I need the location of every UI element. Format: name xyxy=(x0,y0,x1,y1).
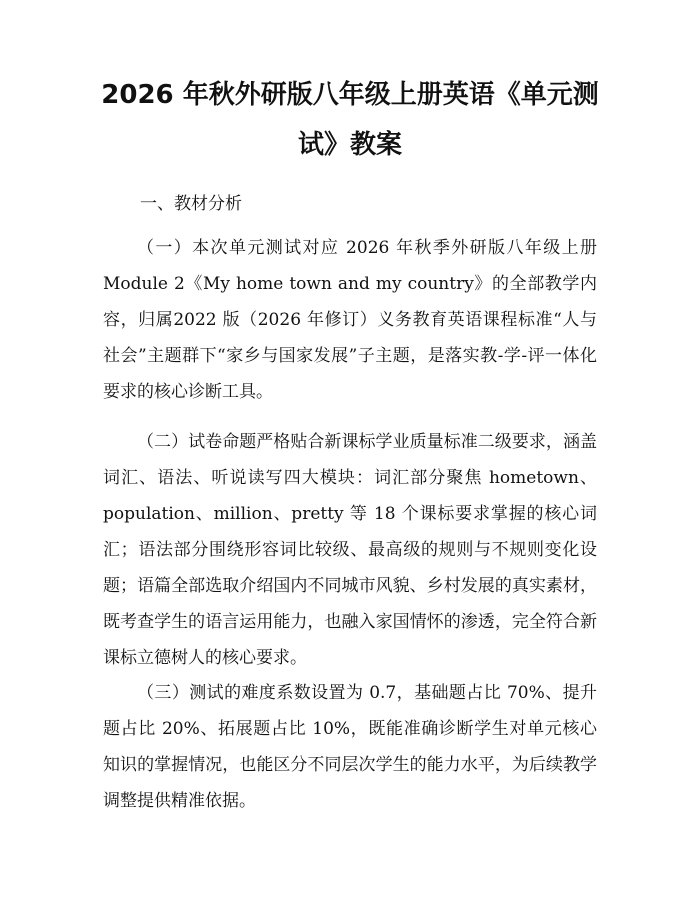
paragraph-3: （三）测试的难度系数设置为 0.7，基础题占比 70%、提升题占比 20%、拓展题占比 10%，既能准确诊断学生对单元核心知识的掌握情况，也能区分不同层次学生的能力水平，为后续教学调整提供精准依据。 xyxy=(103,683,597,811)
section-heading: 一、教材分析 xyxy=(140,194,242,214)
paragraph-2: （二）试卷命题严格贴合新课标学业质量标准二级要求，涵盖词汇、语法、听说读写四大模块：词汇部分聚焦 hometown、population、million、pretty 等 18 个课标要求掌握的核心词汇；语法部分围绕形容词比较级、最高级的规则与不规则变化设题；语篇全部选取介绍国内不同城市风貌、乡村发展的真实素材，既考查学生的语言运用能力，也融入家国情怀的渗透，完全符合新课标立德树人的核心要求。 xyxy=(103,432,597,668)
paragraph-1: （一）本次单元测试对应 2026 年秋季外研版八年级上册 Module 2《My home town and my country》的全部教学内容，归属2022 版（2026 年修订）义务教育英语课程标准“人与社会”主题群下“家乡与国家发展”子主题，是落实教-学-评一体化要求的核心诊断工具。 xyxy=(103,238,597,402)
document-title: 2026 年秋外研版八年级上册英语《单元测试》教案 xyxy=(101,80,599,160)
